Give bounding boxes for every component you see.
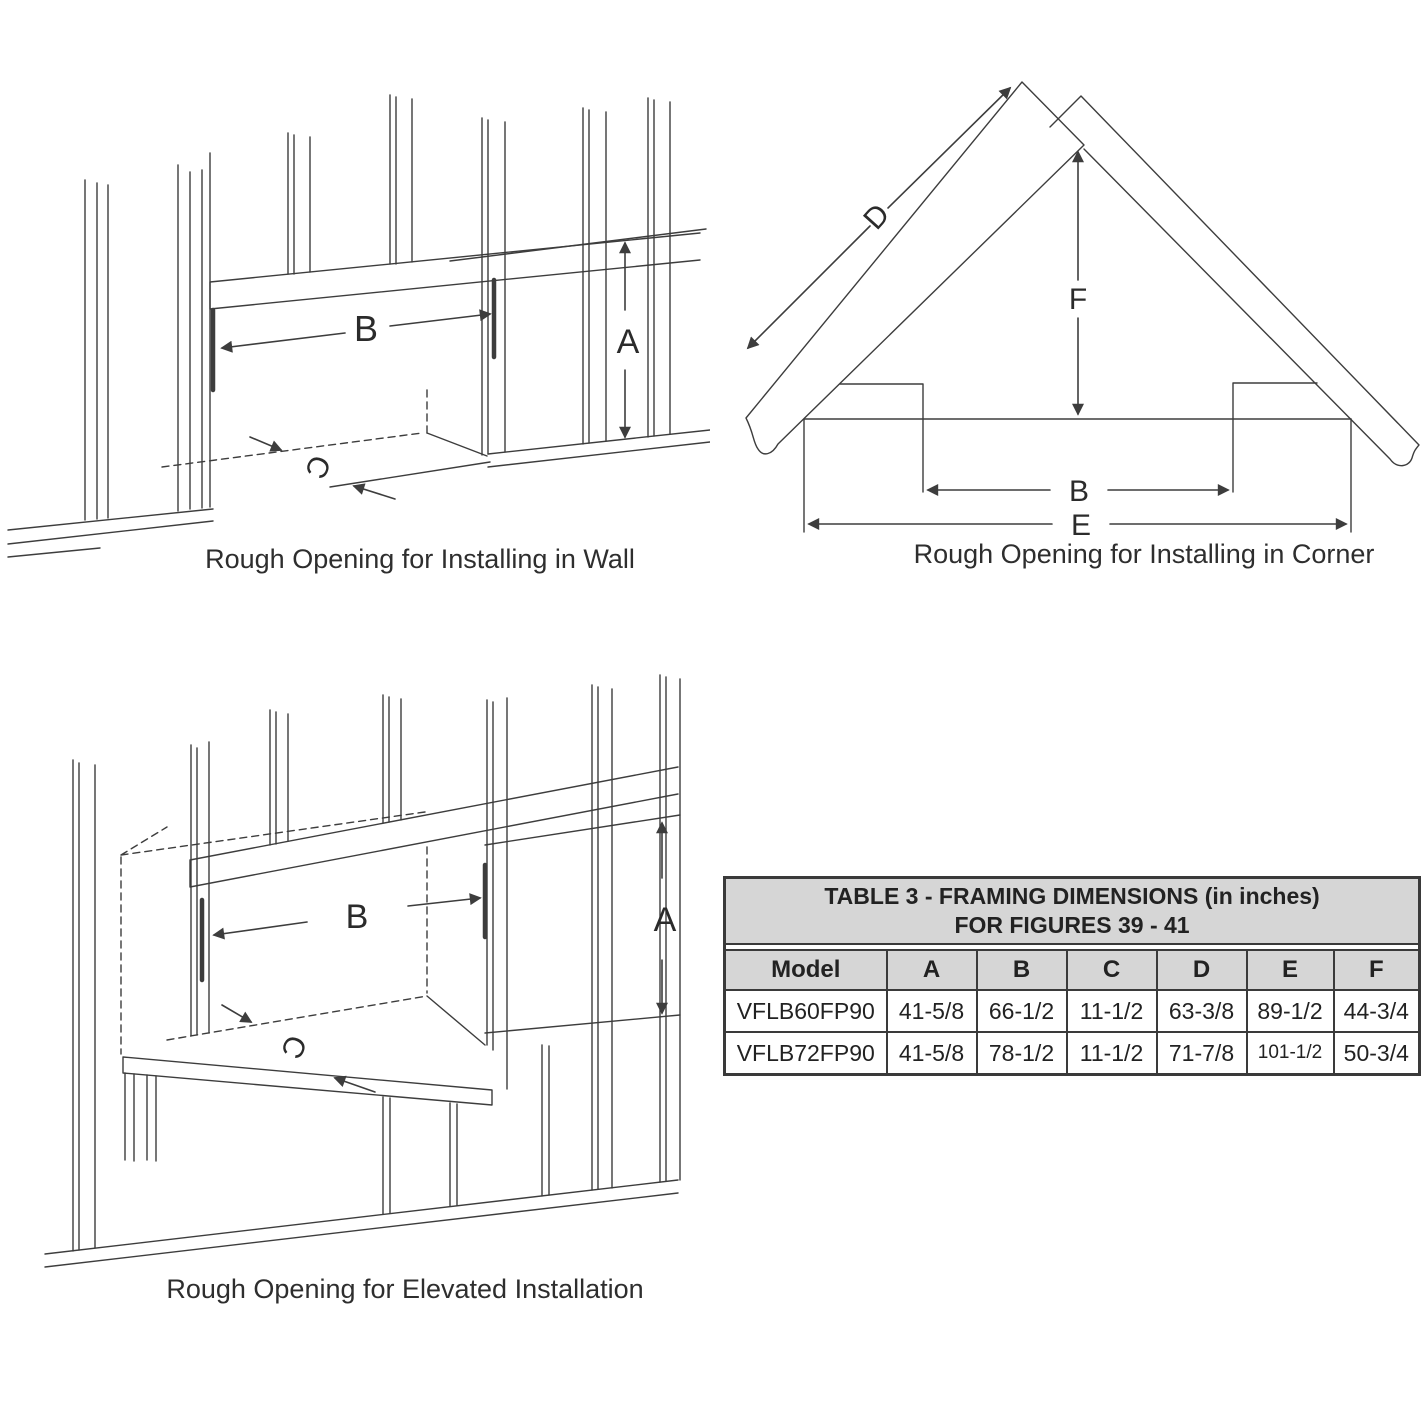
- wall-studs: [73, 675, 680, 1251]
- dimension-label-e: E: [1070, 509, 1092, 542]
- dimension-label-b: B: [345, 898, 369, 936]
- hidden-enclosure-outline: [121, 812, 427, 1054]
- framing-dimensions-table-container: [723, 876, 1421, 1076]
- right-wall-board: [1050, 96, 1419, 466]
- table-title: [725, 878, 1420, 945]
- col-header-a: A: [887, 950, 977, 990]
- model-cell: VFLB60FP90: [725, 990, 887, 1032]
- corner-framing-diagram: [720, 30, 1426, 590]
- wall-framing-diagram: [0, 30, 710, 590]
- value-cell: 11-1/2: [1067, 1032, 1157, 1075]
- elevated-diagram-caption: Rough Opening for Elevated Installation: [166, 1274, 644, 1304]
- dimension-label-b: B: [353, 308, 379, 349]
- dimension-label-a: A: [616, 323, 640, 361]
- col-header-model: Model: [725, 950, 887, 990]
- value-cell: 50-3/4: [1334, 1032, 1420, 1075]
- value-cell: 11-1/2: [1067, 990, 1157, 1032]
- value-cell: 41-5/8: [887, 1032, 977, 1075]
- col-header-f: F: [1334, 950, 1420, 990]
- model-cell: VFLB72FP90: [725, 1032, 887, 1075]
- dimension-label-f: F: [1068, 283, 1088, 316]
- platform-legs: [125, 1073, 156, 1161]
- table-row: [725, 1032, 1420, 1075]
- value-cell: 44-3/4: [1334, 990, 1420, 1032]
- wall-diagram-caption: Rough Opening for Installing in Wall: [205, 544, 635, 574]
- floor-edges: [330, 433, 490, 487]
- col-header-e: E: [1247, 950, 1334, 990]
- dim-c-arrows: [222, 1005, 251, 1022]
- corner-diagram-caption: Rough Opening for Installing in Corner: [913, 539, 1375, 569]
- left-wall-board: [746, 82, 1084, 454]
- opening-edge-bars: [202, 865, 485, 980]
- value-cell: 71-7/8: [1157, 1032, 1247, 1075]
- value-cell: 101-1/2: [1247, 1032, 1334, 1075]
- col-header-d: D: [1157, 950, 1247, 990]
- elevated-framing-diagram: [30, 660, 710, 1340]
- table-row: [725, 990, 1420, 1032]
- dim-b-arrows: [222, 333, 345, 348]
- value-cell: 66-1/2: [977, 990, 1067, 1032]
- dimension-label-a: A: [653, 901, 677, 939]
- header-beam: [210, 233, 700, 309]
- col-header-b: B: [977, 950, 1067, 990]
- col-header-c: C: [1067, 950, 1157, 990]
- dim-b-arrows: [214, 922, 307, 935]
- framing-dimensions-table: [723, 876, 1421, 1076]
- dimension-label-b: B: [1068, 475, 1090, 508]
- dimension-label-c: C: [273, 1029, 313, 1064]
- dimension-label-c: C: [297, 449, 337, 484]
- table-title-line1: TABLE 3 - FRAMING DIMENSIONS (in inches): [824, 883, 1320, 909]
- extension-lines: [485, 815, 680, 1033]
- sole-plate-lines: [8, 430, 710, 557]
- table-header-row: [725, 950, 1420, 990]
- table-title-line2: FOR FIGURES 39 - 41: [954, 912, 1190, 938]
- value-cell: 63-3/8: [1157, 990, 1247, 1032]
- value-cell: 78-1/2: [977, 1032, 1067, 1075]
- value-cell: 89-1/2: [1247, 990, 1334, 1032]
- dim-d-arrows: [888, 88, 1010, 208]
- sole-plate-lines: [45, 1180, 678, 1267]
- dim-c-arrows: [250, 437, 281, 450]
- dimension-label-d: D: [857, 197, 897, 237]
- value-cell: 41-5/8: [887, 990, 977, 1032]
